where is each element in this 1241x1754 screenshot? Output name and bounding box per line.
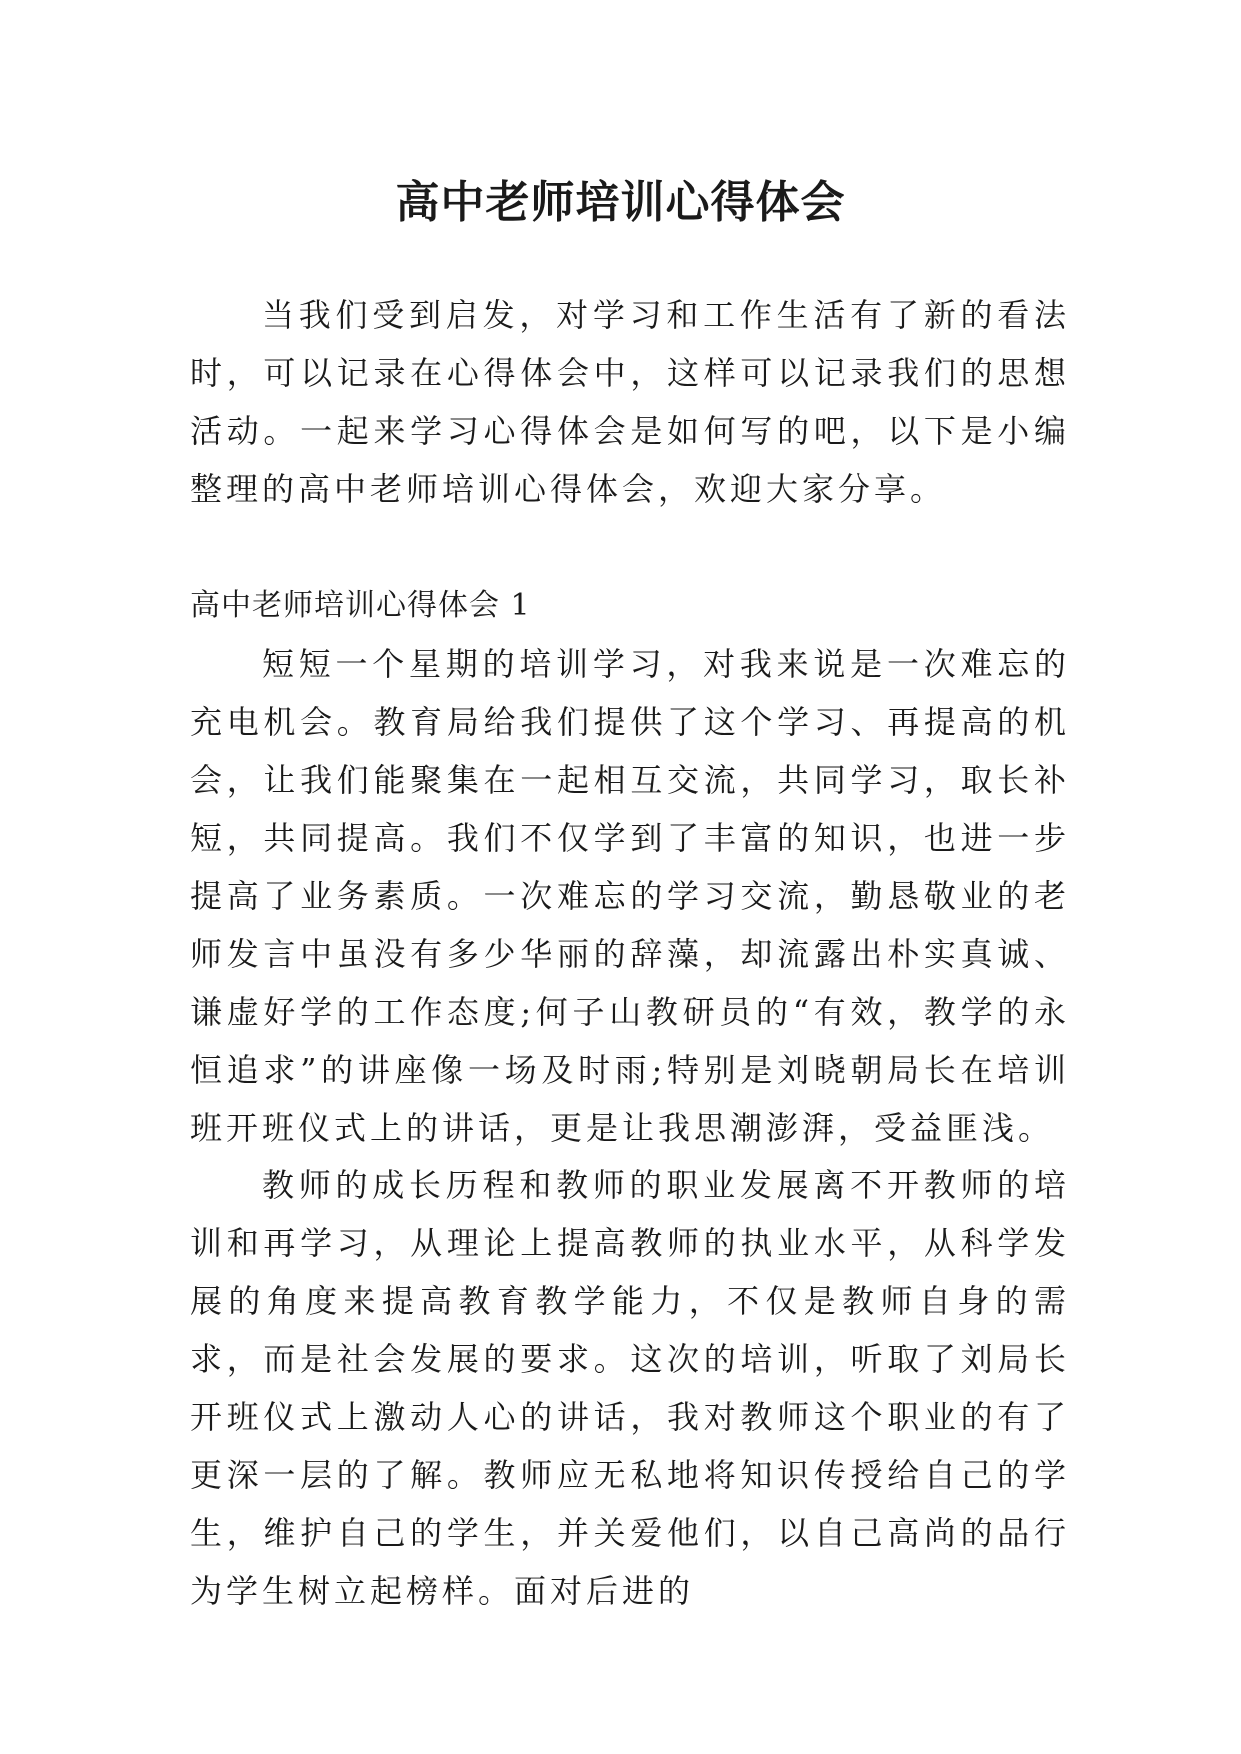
section-heading: 高中老师培训心得体会 1 — [190, 588, 531, 623]
body-paragraph-1: 短短一个星期的培训学习，对我来说是一次难忘的充电机会。教育局给我们提供了这个学习、再提高的机会，让我们能聚集在一起相互交流，共同学习，取长补短，共同提高。我们不仅学到了丰富的知识，也进一步提高了业务素质。一次难忘的学习交流，勤恳敬业的老师发言中虽没有多少华丽的辞藻，却流露出朴实真诚、谦虚好学的工作态度;何子山教研员的“有效，教学的永恒追求”的讲座像一场及时雨;特别是刘晓朝局长在培训班开班仪式上的讲话，更是让我思潮澎湃，受益匪浅。 — [190, 645, 1070, 1147]
intro-paragraph: 当我们受到启发，对学习和工作生活有了新的看法时，可以记录在心得体会中，这样可以记录我们的思想活动。一起来学习心得体会是如何写的吧，以下是小编整理的高中老师培训心得体会，欢迎大家分享。 — [190, 296, 1070, 508]
document-title: 高中老师培训心得体会 — [395, 177, 846, 229]
body-paragraph-2: 教师的成长历程和教师的职业发展离不开教师的培训和再学习，从理论上提高教师的执业水平，从科学发展的角度来提高教育教学能力，不仅是教师自身的需求，而是社会发展的要求。这次的培训，听取了刘局长开班仪式上激动人心的讲话，我对教师这个职业的有了更深一层的了解。教师应无私地将知识传授给自己的学生，维护自己的学生，并关爱他们，以自己高尚的品行为学生树立起榜样。面对后进的 — [190, 1166, 1070, 1610]
